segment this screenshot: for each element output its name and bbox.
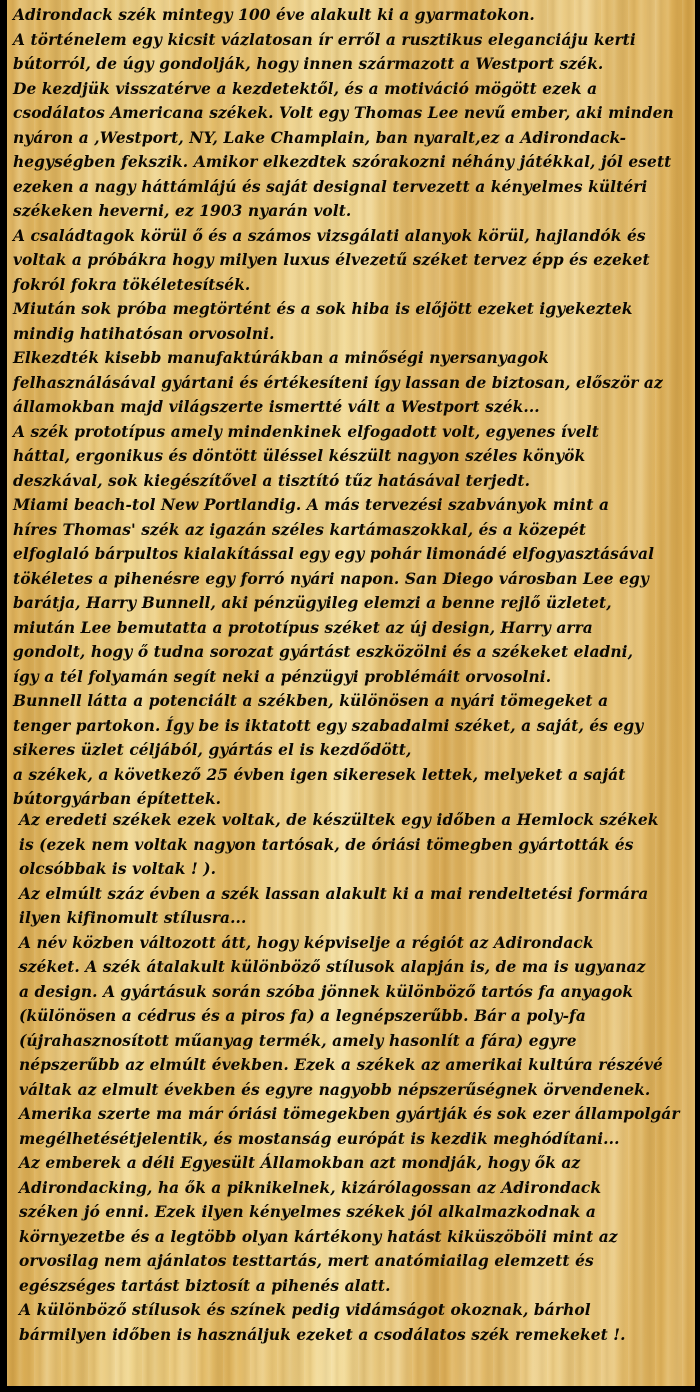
text-line: váltak az elmult években és egyre nagyobb népszerűségnek örvendenek.	[19, 1080, 651, 1099]
text-line: orvosilag nem ajánlatos testtartás, mert anatómiailag elemzett és	[19, 1252, 594, 1270]
text-line: gondolt, hogy ő tudna sorozat gyártást eszközölni és a székeket eladni,	[13, 643, 634, 661]
text-line: barátja, Harry Bunnell, aki pénzügyileg elemzi a benne rejlő üzletet,	[13, 594, 612, 612]
text-line: (újrahasznosított műanyag termék, amely hasonlít a fára) egyre	[19, 1031, 577, 1050]
text-line: széken jó enni. Ezek ilyen kényelmes székek jól alkalmazkodnak a	[19, 1203, 596, 1221]
article-text-part-2	[19, 808, 695, 1347]
text-line: A különböző stílusok és színek pedig vidámságot okoznak, bárhol	[19, 1301, 591, 1319]
text-line: híres Thomas' szék az igazán széles kartámaszokkal, és a közepét	[13, 520, 587, 539]
text-line: voltak a próbákra hogy milyen luxus élvezetű széket tervez épp és ezeket	[13, 251, 650, 269]
text-line: Miami beach-tol New Portlandig. A más tervezési szabványok mint a	[13, 496, 610, 514]
text-line: A szék prototípus amely mindenkinek elfogadott volt, egyenes ívelt	[13, 422, 599, 441]
text-line: Az emberek a déli Egyesült Államokban azt mondják, hogy ők az	[19, 1154, 581, 1172]
text-line: olcsóbbak is voltak ! ).	[19, 860, 217, 878]
text-line: elfoglaló bárpultos kialakítással egy egy pohár limonádé elfogyasztásával	[13, 545, 655, 563]
text-line: A név közben változott átt, hogy képviselje a régiót az Adirondack	[19, 933, 594, 952]
text-line: háttal, ergonikus és döntött üléssel készült nagyon széles könyök	[13, 447, 586, 465]
text-line: székeken heverni, ez 1903 nyarán volt.	[13, 202, 352, 220]
text-line: népszerűbb az elmúlt években. Ezek a székek az amerikai kultúra részévé	[19, 1056, 663, 1074]
text-line: Adirondacking, ha ők a piknikelnek, kizárólagossan az Adirondack	[19, 1178, 602, 1197]
text-line: hegységben fekszik. Amikor elkezdtek szórakozni néhány játékkal, jól esett	[13, 153, 672, 171]
text-line: bármilyen időben is használjuk ezeket a csodálatos szék remekeket !.	[19, 1325, 626, 1344]
text-line: Miután sok próba megtörtént és a sok hiba is előjött ezeket igyekeztek	[13, 300, 633, 318]
text-line: Az elmúlt száz évben a szék lassan alakult ki a mai rendeltetési formára	[19, 884, 649, 903]
text-line: csodálatos Americana székek. Volt egy Thomas Lee nevű ember, aki minden	[13, 104, 674, 122]
text-line: Bunnell látta a potenciált a székben, különösen a nyári tömegeket a	[13, 692, 609, 710]
text-line: mindig hatihatósan orvosolni.	[13, 324, 275, 343]
text-line: miután Lee bemutatta a prototípus széket az új design, Harry arra	[13, 618, 593, 637]
text-line: nyáron a ,Westport, NY, Lake Champlain, ban nyaralt,ez a Adirondack-	[13, 128, 627, 147]
text-line: is (ezek nem voltak nagyon tartósak, de óriási tömegben gyártották és	[19, 835, 634, 854]
text-line: széket. A szék átalakult különböző stílusok alapján is, de ma is ugyanaz	[19, 958, 646, 976]
wood-panel	[7, 0, 695, 1386]
text-line: tenger partokon. Így be is iktatott egy szabadalmi széket, a saját, és egy	[13, 716, 644, 735]
text-line: Adirondack szék mintegy 100 éve alakult ki a gyarmatokon.	[13, 6, 535, 24]
text-line: ezeken a nagy háttámlájú és saját designal tervezett a kényelmes kültéri	[13, 177, 648, 196]
text-line: Az eredeti székek ezek voltak, de készültek egy időben a Hemlock székek	[19, 811, 659, 829]
text-line: így a tél folyamán segít neki a pénzügyi problémáit orvosolni.	[13, 667, 552, 686]
text-line: megélhetésétjelentik, és mostanság európát is kezdik meghódítani...	[19, 1129, 620, 1148]
text-line: sikeres üzlet céljából, gyártás el is kezdődött,	[13, 741, 412, 759]
text-line: fokról fokra tökéletesítsék.	[13, 275, 251, 294]
text-line: (különösen a cédrus és a piros fa) a legnépszerűbb. Bár a poly-fa	[19, 1007, 586, 1025]
text-line: bútorgyárban építettek.	[13, 790, 222, 808]
text-line: Elkezdték kisebb manufaktúrákban a minőségi nyersanyagok	[13, 349, 549, 367]
text-line: felhasználásával gyártani és értékesíteni így lassan de biztosan, először az	[13, 373, 663, 392]
text-line: a design. A gyártásuk során szóba jönnek különböző tartós fa anyagok	[19, 982, 634, 1001]
text-line: a székek, a következő 25 évben igen sikeresek lettek, melyeket a saját	[13, 765, 626, 784]
text-line: egészséges tartást biztosít a pihenés alatt.	[19, 1276, 391, 1295]
text-line: A történelem egy kicsit vázlatosan ír erről a rusztikus eleganciáju kerti	[13, 30, 636, 49]
article-text-part-1	[13, 3, 693, 812]
text-line: De kezdjük visszatérve a kezdetektől, és a motiváció mögött ezek a	[13, 79, 598, 98]
text-line: deszkával, sok kiegészítővel a tisztító tűz hatásával terjedt.	[13, 471, 531, 490]
text-line: környezetbe és a legtöbb olyan kártékony hatást kiküszöböli mint az	[19, 1227, 618, 1246]
text-line: ilyen kifinomult stílusra...	[19, 909, 247, 927]
text-line: tökéletes a pihenésre egy forró nyári napon. San Diego városban Lee egy	[13, 569, 649, 588]
text-line: Amerika szerte ma már óriási tömegekben gyártják és sok ezer állampolgár	[19, 1105, 680, 1123]
text-line: államokban majd világszerte ismertté vált a Westport szék...	[13, 398, 540, 416]
text-line: A családtagok körül ő és a számos vizsgálati alanyok körül, hajlandók és	[13, 226, 646, 245]
text-line: bútorról, de úgy gondolják, hogy innen származott a Westport szék.	[13, 55, 604, 73]
